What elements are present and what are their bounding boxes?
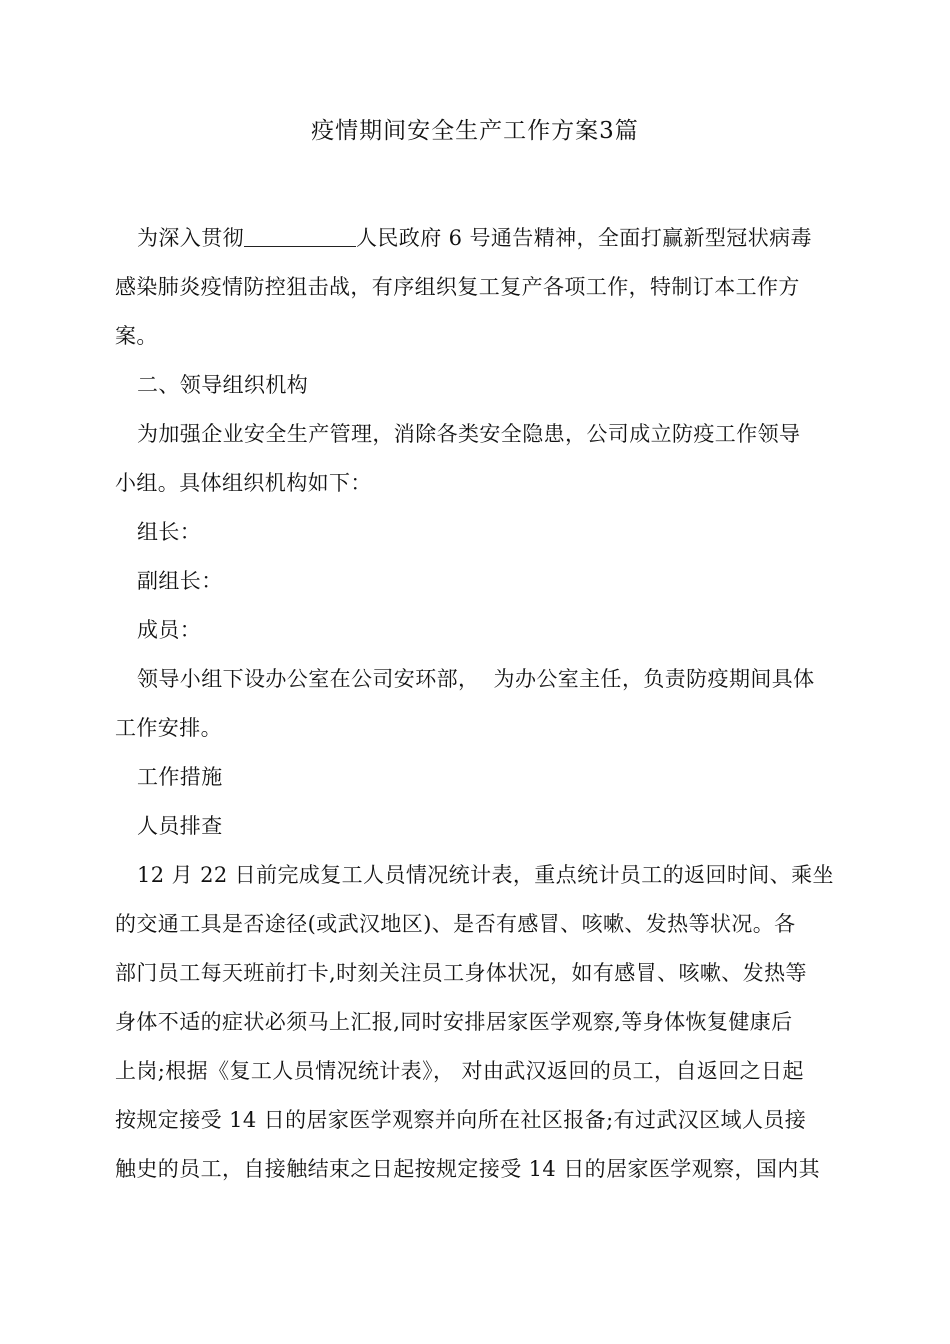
text-line: 二、领导组织机构 (137, 373, 309, 397)
text-line: 案。 (115, 324, 158, 348)
text-line: 12 月 22 日前完成复工人员情况统计表，重点统计员工的返回时间、乘坐 (137, 863, 834, 887)
text-line: 为加强企业安全生产管理，消除各类安全隐患，公司成立防疫工作领导 (137, 422, 801, 446)
text-fragment: 人民政府 6 号通告精神，全面打赢新型冠状病毒 (356, 226, 812, 250)
fill-in-blank (244, 224, 356, 247)
text-line: 身体不适的症状必须马上汇报,同时安排居家医学观察,等身体恢复健康后 (115, 1010, 793, 1034)
section-heading-screening (115, 802, 837, 851)
text-line: 工作安排。 (115, 716, 222, 740)
text-line: 感染肺炎疫情防控狙击战，有序组织复工复产各项工作，特制订本工作方 (115, 275, 800, 299)
paragraph-screening (115, 851, 837, 1194)
text-line (115, 214, 837, 263)
text-line: 组长： (137, 520, 202, 544)
paragraph-leadership (115, 410, 837, 508)
text-line: 小组。具体组织机构如下： (115, 471, 372, 495)
role-leader (115, 508, 837, 557)
text-line: 工作措施 (137, 765, 223, 789)
text-line: 成员： (137, 618, 202, 642)
paragraph-intro (115, 214, 837, 361)
text-line: 的交通工具是否途径(或武汉地区)、是否有感冒、咳嗽、发热等状况。各 (115, 912, 796, 936)
text-line: 触史的员工，自接触结束之日起按规定接受 14 日的居家医学观察，国内其 (115, 1157, 821, 1181)
role-members (115, 606, 837, 655)
text-line: 领导小组下设办公室在公司安环部， 为办公室主任，负责防疫期间具体 (137, 667, 815, 691)
text-line: 部门员工每天班前打卡,时刻关注员工身体状况，如有感冒、咳嗽、发热等 (115, 961, 807, 985)
text-line: 副组长： (137, 569, 223, 593)
role-deputy-leader (115, 557, 837, 606)
document-title: 疫情期间安全生产工作方案3篇 (311, 118, 639, 144)
text-line: 按规定接受 14 日的居家医学观察并向所在社区报备;有过武汉区域人员接 (115, 1108, 807, 1132)
paragraph-office (115, 655, 837, 753)
section-heading-leadership (115, 361, 837, 410)
text-line: 上岗;根据《复工人员情况统计表》， 对由武汉返回的员工，自返回之日起 (115, 1059, 804, 1083)
section-heading-measures (115, 753, 837, 802)
text-fragment: 为深入贯彻 (137, 226, 244, 250)
document-body (115, 214, 837, 1194)
text-line: 人员排查 (137, 814, 223, 838)
